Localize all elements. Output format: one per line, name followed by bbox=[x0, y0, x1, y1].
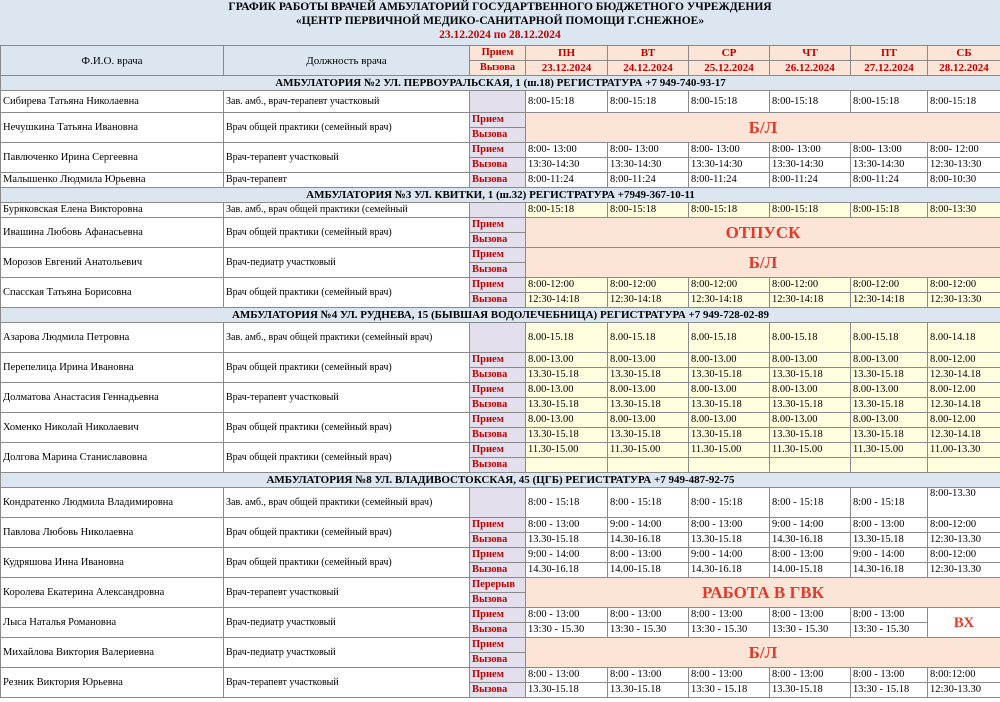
label-priem: Прием bbox=[470, 278, 526, 293]
date-range: 23.12.2024 по 28.12.2024 bbox=[439, 29, 561, 41]
time-cell: 12:30-13:30 bbox=[928, 158, 1000, 173]
time-cell: 13.30-15.18 bbox=[608, 683, 689, 698]
label-priem: Прием bbox=[470, 443, 526, 458]
label-priem: Прием bbox=[470, 218, 526, 233]
time-cell: 8:00-12:00 bbox=[526, 278, 608, 293]
doctor-name: Перепелица Ирина Ивановна bbox=[1, 353, 224, 383]
doctor-name: Малышенко Людмила Юрьевна bbox=[1, 173, 224, 188]
doctor-position: Врач-педиатр участковый bbox=[224, 608, 470, 638]
time-cell: 13.30-15.18 bbox=[770, 683, 851, 698]
time-cell: 13:30 - 15.30 bbox=[608, 623, 689, 638]
label-vyzova: Вызова bbox=[470, 458, 526, 473]
time-cell: 8:00-13.30 bbox=[928, 488, 1000, 518]
time-cell: 13.30-15.18 bbox=[770, 368, 851, 383]
time-cell: 8.00-13.00 bbox=[526, 353, 608, 368]
time-cell: 8:00-15:18 bbox=[689, 91, 770, 113]
doctor-position: Врач-терапевт bbox=[224, 173, 470, 188]
time-cell: 8:00 - 13:00 bbox=[851, 608, 928, 623]
time-cell: 14.30-16.18 bbox=[526, 563, 608, 578]
time-cell: 8.00-13.00 bbox=[526, 383, 608, 398]
label-vyzova: Вызова bbox=[470, 653, 526, 668]
time-cell: 8:00 - 13:00 bbox=[608, 668, 689, 683]
day-thu: ЧТ bbox=[770, 46, 851, 61]
time-cell: 13:30-14:30 bbox=[689, 158, 770, 173]
time-cell: 8.00-13.00 bbox=[851, 353, 928, 368]
time-cell: 8:00 - 13:00 bbox=[689, 668, 770, 683]
doctor-name: Долматова Анастасия Геннадьевна bbox=[1, 383, 224, 413]
time-cell bbox=[526, 458, 608, 473]
doctor-name: Королева Екатерина Александровна bbox=[1, 578, 224, 608]
doctor-position: Врач-педиатр участковый bbox=[224, 248, 470, 278]
doctor-row bbox=[1, 578, 1000, 593]
time-cell: 8:00-12:00 bbox=[608, 278, 689, 293]
label-priem: Прием bbox=[470, 113, 526, 128]
time-cell: 13:30-14:30 bbox=[770, 158, 851, 173]
doctor-position: Врач-терапевт участковый bbox=[224, 143, 470, 173]
time-cell: 12:30-13.30 bbox=[928, 533, 1000, 548]
sheet-header bbox=[0, 0, 1000, 45]
time-cell: 8:00 - 13:00 bbox=[851, 668, 928, 683]
label-vyzova: Вызова bbox=[470, 368, 526, 383]
time-cell: 13.30-15.18 bbox=[770, 428, 851, 443]
label-vyzova: Вызова bbox=[470, 623, 526, 638]
doctor-name: Нечушкина Татьяна Ивановна bbox=[1, 113, 224, 143]
time-cell: 8:00- 12:00 bbox=[928, 143, 1000, 158]
label-priem: Прием bbox=[470, 668, 526, 683]
doctor-row bbox=[1, 668, 1000, 683]
label-priem: Прием bbox=[470, 143, 526, 158]
time-cell: 8:00- 13:00 bbox=[851, 143, 928, 158]
section-title: АМБУЛАТОРИЯ №4 УЛ. РУДНЕВА, 15 (БЫВШАЯ ВОДОЛЕЧЕБНИЦА) РЕГИСТРАТУРА +7 949-728-02-89 bbox=[1, 308, 1000, 323]
label-priem: Прием bbox=[470, 548, 526, 563]
time-cell: 8:00-15:18 bbox=[608, 203, 689, 218]
doctor-name: Морозов Евгений Анатольевич bbox=[1, 248, 224, 278]
time-cell: 12:30-14:18 bbox=[851, 293, 928, 308]
doctor-row bbox=[1, 278, 1000, 293]
time-cell: 8.00-13.00 bbox=[689, 353, 770, 368]
doctor-position: Зав. амб., врач-терапевт участковый bbox=[224, 91, 470, 113]
label-cell bbox=[470, 488, 526, 518]
section-row bbox=[1, 473, 1000, 488]
status-cell: Б/Л bbox=[526, 638, 1000, 668]
section-title: АМБУЛАТОРИЯ №8 УЛ. ВЛАДИВОСТОКСКАЯ, 45 (ЦГБ) РЕГИСТРАТУРА +7 949-487-92-75 bbox=[1, 473, 1000, 488]
time-cell: 8:00-11:24 bbox=[608, 173, 689, 188]
day-tue: ВТ bbox=[608, 46, 689, 61]
time-cell: 8:00-11:24 bbox=[689, 173, 770, 188]
day-wed: СР bbox=[689, 46, 770, 61]
label-priem: Прием bbox=[470, 413, 526, 428]
time-cell: 13.30-15.18 bbox=[689, 428, 770, 443]
date-thu: 26.12.2024 bbox=[770, 61, 851, 76]
time-cell bbox=[689, 458, 770, 473]
time-cell: 8:00-12:00 bbox=[928, 548, 1000, 563]
doctor-name: Павлова Любовь Николаевна bbox=[1, 518, 224, 548]
time-cell: 13:30 - 15.30 bbox=[526, 623, 608, 638]
time-cell: 8:00 - 15:18 bbox=[526, 488, 608, 518]
time-cell: 12:30-13.30 bbox=[928, 683, 1000, 698]
doctor-position: Зав. амб., врач общей практики (семейный bbox=[224, 203, 470, 218]
time-cell bbox=[770, 458, 851, 473]
time-cell: 8:00-15:18 bbox=[689, 203, 770, 218]
time-cell: 8:00-15:18 bbox=[851, 91, 928, 113]
time-cell: 8:00 - 13:00 bbox=[526, 668, 608, 683]
col-label-priem: Прием bbox=[470, 46, 526, 61]
doctor-name: Буряковская Елена Викторовна bbox=[1, 203, 224, 218]
time-cell bbox=[928, 458, 1000, 473]
col-position-header: Должность врача bbox=[224, 46, 470, 76]
time-cell: 8.00-12.00 bbox=[928, 383, 1000, 398]
section-row bbox=[1, 308, 1000, 323]
time-cell: 14.30-16.18 bbox=[608, 533, 689, 548]
doctor-position: Зав. амб., врач общей практики (семейный врач) bbox=[224, 488, 470, 518]
doctor-position: Врач общей практики (семейный врач) bbox=[224, 353, 470, 383]
doctor-row bbox=[1, 143, 1000, 158]
time-cell: 8:00-12:00 bbox=[928, 518, 1000, 533]
doctor-name: Ивашина Любовь Афанасьевна bbox=[1, 218, 224, 248]
doctor-row bbox=[1, 203, 1000, 218]
status-cell: Б/Л bbox=[526, 113, 1000, 143]
title-line-2: «ЦЕНТР ПЕРВИЧНОЙ МЕДИКО-САНИТАРНОЙ ПОМОЩИ Г.СНЕЖНОЕ» bbox=[295, 15, 705, 27]
doctor-row bbox=[1, 638, 1000, 653]
time-cell: 14.00-15.18 bbox=[770, 563, 851, 578]
time-cell: 8:00-11:24 bbox=[770, 173, 851, 188]
time-cell: 13.30-15.18 bbox=[689, 533, 770, 548]
time-cell: 8.00-13.00 bbox=[608, 413, 689, 428]
section-title: АМБУЛАТОРИЯ №2 УЛ. ПЕРВОУРАЛЬСКАЯ, 1 (ш.18) РЕГИСТРАТУРА +7 949-740-93-17 bbox=[1, 76, 1000, 91]
doctor-name: Азарова Людмила Петровна bbox=[1, 323, 224, 353]
time-cell: 8:00-15:18 bbox=[526, 203, 608, 218]
doctor-position: Врач-терапевт участковый bbox=[224, 383, 470, 413]
time-cell: 13:30-14:30 bbox=[526, 158, 608, 173]
label-vyzova: Вызова bbox=[470, 593, 526, 608]
time-cell: 13.30-15.18 bbox=[689, 368, 770, 383]
label-priem: Прием bbox=[470, 353, 526, 368]
time-cell: 8:00 - 13:00 bbox=[608, 608, 689, 623]
label-pereryv: Перерыв bbox=[470, 578, 526, 593]
time-cell: 13:30 - 15.30 bbox=[851, 623, 928, 638]
time-cell: 13.30-15.18 bbox=[526, 683, 608, 698]
time-cell: 14.30-16.18 bbox=[851, 563, 928, 578]
label-vyzova: Вызова bbox=[470, 398, 526, 413]
time-cell: 8:00:12:00 bbox=[928, 668, 1000, 683]
doctor-position: Врач общей практики (семейный врач) bbox=[224, 413, 470, 443]
time-cell: 9:00 - 14:00 bbox=[689, 548, 770, 563]
doctor-row bbox=[1, 353, 1000, 368]
label-vyzova: Вызова bbox=[470, 533, 526, 548]
time-cell: 13.30-15.18 bbox=[851, 398, 928, 413]
date-fri: 27.12.2024 bbox=[851, 61, 928, 76]
date-wed: 25.12.2024 bbox=[689, 61, 770, 76]
schedule-table bbox=[0, 45, 1000, 698]
doctor-name: Спасская Татьяна Борисовна bbox=[1, 278, 224, 308]
time-cell: 8.00-13.00 bbox=[770, 353, 851, 368]
time-cell: 8:00-12:00 bbox=[689, 278, 770, 293]
time-cell: 13:30 - 15.30 bbox=[770, 623, 851, 638]
time-cell: 12:30-14:18 bbox=[770, 293, 851, 308]
date-mon: 23.12.2024 bbox=[526, 61, 608, 76]
status-cell: ОТПУСК bbox=[526, 218, 1000, 248]
doctor-position: Врач общей практики (семейный врач) bbox=[224, 113, 470, 143]
time-cell: 13.30-15.18 bbox=[851, 368, 928, 383]
time-cell: 8.00-13.00 bbox=[689, 413, 770, 428]
doctor-position: Врач общей практики (семейный врач) bbox=[224, 443, 470, 473]
time-cell: 8:00-13:30 bbox=[928, 203, 1000, 218]
label-vyzova: Вызова bbox=[470, 173, 526, 188]
time-cell: 12.30-14.18 bbox=[928, 428, 1000, 443]
time-cell: 12:30-14:18 bbox=[689, 293, 770, 308]
doctor-position: Врач общей практики (семейный врач) bbox=[224, 278, 470, 308]
time-cell: 8.00-12.00 bbox=[928, 413, 1000, 428]
time-cell: 13.30-15.18 bbox=[689, 398, 770, 413]
doctor-name: Сибирева Татьяна Николаевна bbox=[1, 91, 224, 113]
time-cell: 8.00-15.18 bbox=[851, 323, 928, 353]
time-cell: 8:00-11:24 bbox=[526, 173, 608, 188]
doctor-position: Врач-терапевт участковый bbox=[224, 668, 470, 698]
time-cell: 8:00 - 13:00 bbox=[770, 548, 851, 563]
time-cell: 8:00-12:00 bbox=[770, 278, 851, 293]
date-tue: 24.12.2024 bbox=[608, 61, 689, 76]
time-cell: 8.00-13.00 bbox=[851, 383, 928, 398]
doctor-row bbox=[1, 248, 1000, 263]
doctor-row bbox=[1, 383, 1000, 398]
doctor-row bbox=[1, 548, 1000, 563]
time-cell: 8:00-10:30 bbox=[928, 173, 1000, 188]
time-cell: 11.30-15.00 bbox=[851, 443, 928, 458]
day-mon: ПН bbox=[526, 46, 608, 61]
doctor-name: Резник Виктория Юрьевна bbox=[1, 668, 224, 698]
time-cell: 12:30-14:18 bbox=[608, 293, 689, 308]
time-cell: 11.30-15.00 bbox=[526, 443, 608, 458]
time-cell: 8.00-14.18 bbox=[928, 323, 1000, 353]
time-cell: 13.30-15.18 bbox=[851, 428, 928, 443]
time-cell: 13.30-15.18 bbox=[770, 398, 851, 413]
doctor-position: Врач-терапевт участковый bbox=[224, 578, 470, 608]
section-row bbox=[1, 76, 1000, 91]
doctor-row bbox=[1, 91, 1000, 113]
time-cell: 8:00-15:18 bbox=[770, 91, 851, 113]
status-cell: Б/Л bbox=[526, 248, 1000, 278]
doctor-row bbox=[1, 413, 1000, 428]
doctor-position: Врач общей практики (семейный врач) bbox=[224, 218, 470, 248]
time-cell: 9:00 - 14:00 bbox=[608, 518, 689, 533]
time-cell: 9:00 - 14:00 bbox=[770, 518, 851, 533]
doctor-name: Хоменко Николай Николаевич bbox=[1, 413, 224, 443]
label-cell bbox=[470, 91, 526, 113]
doctor-row bbox=[1, 113, 1000, 128]
time-cell: 13.30-15.18 bbox=[608, 368, 689, 383]
time-cell: 13:30 - 15.18 bbox=[851, 683, 928, 698]
label-vyzova: Вызова bbox=[470, 128, 526, 143]
time-cell: 13.30-15.18 bbox=[526, 533, 608, 548]
col-name-header: Ф.И.О. врача bbox=[1, 46, 224, 76]
doctor-name: Лыса Наталья Романовна bbox=[1, 608, 224, 638]
doctor-name: Долгова Марина Станиславовна bbox=[1, 443, 224, 473]
time-cell: 8.00-15.18 bbox=[689, 323, 770, 353]
time-cell: 8.00-13.00 bbox=[526, 413, 608, 428]
time-cell: 11.30-15.00 bbox=[770, 443, 851, 458]
time-cell: 8:00- 13:00 bbox=[526, 143, 608, 158]
label-priem: Прием bbox=[470, 248, 526, 263]
section-row bbox=[1, 188, 1000, 203]
time-cell: 13.30-15.18 bbox=[608, 428, 689, 443]
column-header-row-1 bbox=[1, 46, 1000, 61]
time-cell: 8:00- 13:00 bbox=[608, 143, 689, 158]
time-cell: 8:00 - 13:00 bbox=[770, 668, 851, 683]
doctor-row bbox=[1, 323, 1000, 353]
doctor-position: Зав. амб., врач общей практики (семейный врач) bbox=[224, 323, 470, 353]
time-cell: 11.30-15.00 bbox=[608, 443, 689, 458]
doctor-position: Врач-педиатр участковый bbox=[224, 638, 470, 668]
label-priem: Прием bbox=[470, 608, 526, 623]
time-cell: 8.00-12.00 bbox=[928, 353, 1000, 368]
label-cell bbox=[470, 203, 526, 218]
time-cell: 14.00-15.18 bbox=[608, 563, 689, 578]
time-cell: 8:00-11:24 bbox=[851, 173, 928, 188]
label-vyzova: Вызова bbox=[470, 428, 526, 443]
time-cell: 8:00 - 15:18 bbox=[770, 488, 851, 518]
time-cell: 8:00- 13:00 bbox=[770, 143, 851, 158]
date-sat: 28.12.2024 bbox=[928, 61, 1000, 76]
label-vyzova: Вызова bbox=[470, 683, 526, 698]
time-cell: 8:00 - 13:00 bbox=[689, 518, 770, 533]
time-cell: 8.00-13.00 bbox=[689, 383, 770, 398]
time-cell: 11.00-13.30 bbox=[928, 443, 1000, 458]
doctor-row bbox=[1, 218, 1000, 233]
time-cell: 9:00 - 14:00 bbox=[851, 548, 928, 563]
label-cell bbox=[470, 323, 526, 353]
doctor-position: Врач общей практики (семейный врач) bbox=[224, 518, 470, 548]
time-cell: 13:30-14:30 bbox=[608, 158, 689, 173]
time-cell: 13:30 - 15.30 bbox=[689, 623, 770, 638]
day-fri: ПТ bbox=[851, 46, 928, 61]
time-cell: 11.30-15.00 bbox=[689, 443, 770, 458]
doctor-name: Кудряшова Инна Ивановна bbox=[1, 548, 224, 578]
time-cell: 8:00 - 15:18 bbox=[851, 488, 928, 518]
label-vyzova: Вызова bbox=[470, 563, 526, 578]
time-cell: 8:00-15:18 bbox=[526, 91, 608, 113]
time-cell: 8.00-15.18 bbox=[526, 323, 608, 353]
time-cell: 8.00-13.00 bbox=[608, 353, 689, 368]
time-cell: 8:00 - 15:18 bbox=[608, 488, 689, 518]
time-cell: 13:30 - 15.18 bbox=[689, 683, 770, 698]
time-cell: 8.00-13.00 bbox=[770, 413, 851, 428]
doctor-name: Кондратенко Людмила Владимировна bbox=[1, 488, 224, 518]
time-cell: 8:00 - 13:00 bbox=[770, 608, 851, 623]
label-vyzova: Вызова bbox=[470, 158, 526, 173]
time-cell: 12.30-14.18 bbox=[928, 398, 1000, 413]
time-cell: 8:00 - 13:00 bbox=[526, 518, 608, 533]
time-cell: 12:30-13.30 bbox=[928, 563, 1000, 578]
time-cell: 8.00-13.00 bbox=[770, 383, 851, 398]
status-cell: РАБОТА В ГВК bbox=[526, 578, 1000, 608]
time-cell: 13.30-15.18 bbox=[526, 428, 608, 443]
section-title: АМБУЛАТОРИЯ №3 УЛ. КВИТКИ, 1 (ш.32) РЕГИСТРАТУРА +7949-367-10-11 bbox=[1, 188, 1000, 203]
time-cell bbox=[608, 458, 689, 473]
time-cell: 13.30-15.18 bbox=[608, 398, 689, 413]
doctor-row bbox=[1, 518, 1000, 533]
time-cell: 8:00-15:18 bbox=[928, 91, 1000, 113]
title-line-1: ГРАФИК РАБОТЫ ВРАЧЕЙ АМБУЛАТОРИЙ ГОСУДАРТВЕННОГО БЮДЖЕТНОГО УЧРЕЖДЕНИЯ bbox=[228, 1, 772, 13]
time-cell bbox=[851, 458, 928, 473]
time-cell: 14.30-16.18 bbox=[770, 533, 851, 548]
time-cell: 13.30-15.18 bbox=[526, 368, 608, 383]
time-cell: 8.00-15.18 bbox=[608, 323, 689, 353]
doctor-row bbox=[1, 608, 1000, 623]
doctor-position: Врач общей практики (семейный врач) bbox=[224, 548, 470, 578]
time-cell: 8:00-12:00 bbox=[928, 278, 1000, 293]
label-priem: Прием bbox=[470, 518, 526, 533]
time-cell: 8:00 - 13:00 bbox=[526, 608, 608, 623]
time-cell: 8.00-15.18 bbox=[770, 323, 851, 353]
time-cell: 13.30-15.18 bbox=[851, 533, 928, 548]
time-cell: 9:00 - 14:00 bbox=[526, 548, 608, 563]
time-cell: 8:00-15:18 bbox=[851, 203, 928, 218]
label-priem: Прием bbox=[470, 383, 526, 398]
time-cell: 8.00-13.00 bbox=[851, 413, 928, 428]
doctor-row bbox=[1, 173, 1000, 188]
day-sat: СБ bbox=[928, 46, 1000, 61]
label-vyzova: Вызова bbox=[470, 233, 526, 248]
doctor-name: Михайлова Виктория Валериевна bbox=[1, 638, 224, 668]
label-priem: Прием bbox=[470, 638, 526, 653]
time-cell: 14.30-16.18 bbox=[689, 563, 770, 578]
doctor-name: Павлюченко Ирина Сергеевна bbox=[1, 143, 224, 173]
time-cell: 8:00-15:18 bbox=[608, 91, 689, 113]
time-cell: 8:00 - 13:00 bbox=[851, 518, 928, 533]
col-label-vyzova: Вызова bbox=[470, 61, 526, 76]
doctor-row bbox=[1, 443, 1000, 458]
time-cell: 8.00-13.00 bbox=[608, 383, 689, 398]
time-cell: 12:30-13:30 bbox=[928, 293, 1000, 308]
time-cell: 8:00 - 13:00 bbox=[689, 608, 770, 623]
time-cell: 13:30-14:30 bbox=[851, 158, 928, 173]
time-cell: 8:00- 13:00 bbox=[689, 143, 770, 158]
time-cell: 12.30-14.18 bbox=[928, 368, 1000, 383]
time-cell: 8:00-15:18 bbox=[770, 203, 851, 218]
time-cell: 8:00-12:00 bbox=[851, 278, 928, 293]
label-vyzova: Вызова bbox=[470, 263, 526, 278]
time-cell: 8:00 - 13:00 bbox=[608, 548, 689, 563]
label-vyzova: Вызова bbox=[470, 293, 526, 308]
status-cell: ВХ bbox=[928, 608, 1000, 638]
time-cell: 8:00 - 15:18 bbox=[689, 488, 770, 518]
time-cell: 12:30-14:18 bbox=[526, 293, 608, 308]
time-cell: 13.30-15.18 bbox=[526, 398, 608, 413]
doctor-row bbox=[1, 488, 1000, 518]
